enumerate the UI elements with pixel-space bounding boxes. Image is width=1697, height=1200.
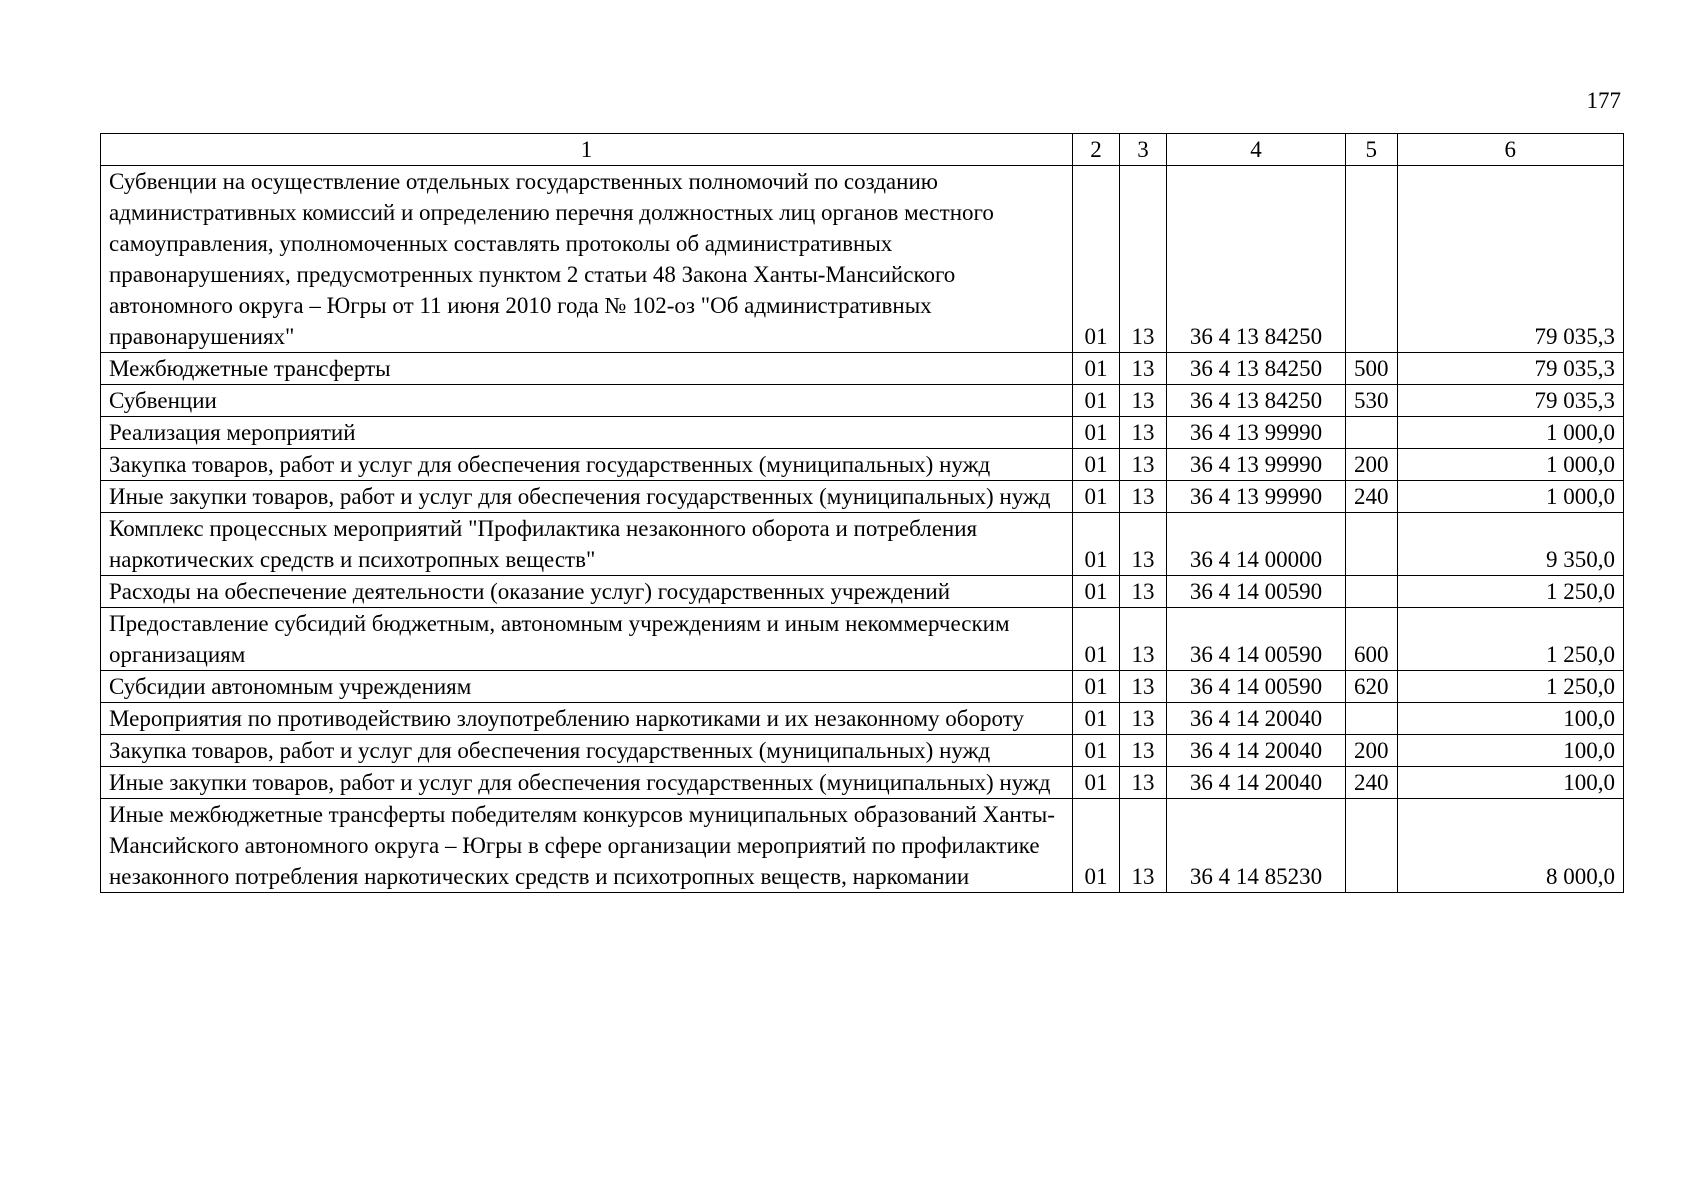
row-name: Закупка товаров, работ и услуг для обеспечения государственных (муниципальных) нужд — [101, 735, 1073, 767]
row-amount: 79 035,3 — [1397, 353, 1624, 385]
row-code: 36 4 13 99990 — [1167, 449, 1346, 481]
row-code: 36 4 13 84250 — [1167, 385, 1346, 417]
row-name: Реализация мероприятий — [101, 417, 1073, 449]
row-name: Иные межбюджетные трансферты победителям конкурсов муниципальных образований Ханты-Мансийского автономного округа – Югры в сфере организации мероприятий по профилактике незаконного потребления наркотических средств и психотропных веществ, наркомании — [101, 799, 1073, 893]
row-amount: 100,0 — [1397, 703, 1624, 735]
row-section: 01 — [1073, 735, 1120, 767]
row-amount: 8 000,0 — [1397, 799, 1624, 893]
row-amount: 79 035,3 — [1397, 385, 1624, 417]
table-row — [101, 767, 1624, 799]
row-name: Закупка товаров, работ и услуг для обеспечения государственных (муниципальных) нужд — [101, 449, 1073, 481]
row-type — [1346, 513, 1398, 576]
row-section: 01 — [1073, 449, 1120, 481]
table-row — [101, 608, 1624, 671]
row-amount: 79 035,3 — [1397, 166, 1624, 353]
table-row — [101, 481, 1624, 513]
table-header-row — [101, 134, 1624, 166]
header-col-4: 4 — [1167, 134, 1346, 166]
row-amount: 1 000,0 — [1397, 449, 1624, 481]
table-row — [101, 449, 1624, 481]
row-subsection: 13 — [1120, 703, 1167, 735]
header-col-6: 6 — [1397, 134, 1624, 166]
row-code: 36 4 14 85230 — [1167, 799, 1346, 893]
row-code: 36 4 14 20040 — [1167, 735, 1346, 767]
row-name: Субвенции — [101, 385, 1073, 417]
row-section: 01 — [1073, 513, 1120, 576]
row-name: Комплекс процессных мероприятий "Профилактика незаконного оборота и потребления наркотических средств и психотропных веществ" — [101, 513, 1073, 576]
row-subsection: 13 — [1120, 481, 1167, 513]
row-amount: 100,0 — [1397, 767, 1624, 799]
row-type: 620 — [1346, 671, 1398, 703]
table-row — [101, 799, 1624, 893]
row-amount: 1 250,0 — [1397, 576, 1624, 608]
row-type: 200 — [1346, 449, 1398, 481]
row-subsection: 13 — [1120, 608, 1167, 671]
row-code: 36 4 14 20040 — [1167, 767, 1346, 799]
table-row — [101, 703, 1624, 735]
row-subsection: 13 — [1120, 576, 1167, 608]
table-row — [101, 513, 1624, 576]
row-section: 01 — [1073, 703, 1120, 735]
row-section: 01 — [1073, 166, 1120, 353]
row-name: Субвенции на осуществление отдельных государственных полномочий по созданию административных комиссий и определению перечня должностных лиц органов местного самоуправления, уполномоченных составлять протоколы об административных правонарушениях, предусмотренных пунктом 2 статьи 48 Закона Ханты-Мансийского автономного округа – Югры от 11 июня 2010 года № 102-оз "Об административных правонарушениях" — [101, 166, 1073, 353]
row-type — [1346, 417, 1398, 449]
row-section: 01 — [1073, 481, 1120, 513]
row-section: 01 — [1073, 608, 1120, 671]
row-section: 01 — [1073, 671, 1120, 703]
page-number: 177 — [1586, 88, 1621, 113]
row-subsection: 13 — [1120, 513, 1167, 576]
row-name: Субсидии автономным учреждениям — [101, 671, 1073, 703]
table-row — [101, 417, 1624, 449]
row-amount: 1 250,0 — [1397, 671, 1624, 703]
row-code: 36 4 14 20040 — [1167, 703, 1346, 735]
row-code: 36 4 14 00590 — [1167, 608, 1346, 671]
header-col-3: 3 — [1120, 134, 1167, 166]
row-code: 36 4 14 00000 — [1167, 513, 1346, 576]
row-type: 240 — [1346, 481, 1398, 513]
row-section: 01 — [1073, 385, 1120, 417]
row-name: Предоставление субсидий бюджетным, автономным учреждениям и иным некоммерческим организациям — [101, 608, 1073, 671]
row-amount: 9 350,0 — [1397, 513, 1624, 576]
header-col-2: 2 — [1073, 134, 1120, 166]
row-name: Межбюджетные трансферты — [101, 353, 1073, 385]
row-type: 600 — [1346, 608, 1398, 671]
row-section: 01 — [1073, 353, 1120, 385]
row-subsection: 13 — [1120, 735, 1167, 767]
row-type — [1346, 703, 1398, 735]
row-section: 01 — [1073, 799, 1120, 893]
budget-table — [100, 133, 1624, 893]
table-row — [101, 735, 1624, 767]
row-name: Иные закупки товаров, работ и услуг для обеспечения государственных (муниципальных) нужд — [101, 767, 1073, 799]
row-type — [1346, 166, 1398, 353]
header-col-5: 5 — [1346, 134, 1398, 166]
row-code: 36 4 13 99990 — [1167, 481, 1346, 513]
row-type — [1346, 576, 1398, 608]
table-row — [101, 353, 1624, 385]
table-row — [101, 385, 1624, 417]
row-subsection: 13 — [1120, 767, 1167, 799]
row-amount: 1 000,0 — [1397, 481, 1624, 513]
row-type: 240 — [1346, 767, 1398, 799]
header-col-1: 1 — [101, 134, 1073, 166]
row-type — [1346, 799, 1398, 893]
row-name: Иные закупки товаров, работ и услуг для обеспечения государственных (муниципальных) нужд — [101, 481, 1073, 513]
row-amount: 100,0 — [1397, 735, 1624, 767]
row-code: 36 4 13 84250 — [1167, 166, 1346, 353]
row-subsection: 13 — [1120, 166, 1167, 353]
row-subsection: 13 — [1120, 671, 1167, 703]
row-section: 01 — [1073, 767, 1120, 799]
row-subsection: 13 — [1120, 353, 1167, 385]
row-type: 530 — [1346, 385, 1398, 417]
row-type: 200 — [1346, 735, 1398, 767]
row-subsection: 13 — [1120, 449, 1167, 481]
row-subsection: 13 — [1120, 417, 1167, 449]
row-code: 36 4 14 00590 — [1167, 576, 1346, 608]
row-subsection: 13 — [1120, 385, 1167, 417]
row-name: Расходы на обеспечение деятельности (оказание услуг) государственных учреждений — [101, 576, 1073, 608]
row-code: 36 4 13 99990 — [1167, 417, 1346, 449]
row-code: 36 4 13 84250 — [1167, 353, 1346, 385]
table-row — [101, 576, 1624, 608]
row-subsection: 13 — [1120, 799, 1167, 893]
row-section: 01 — [1073, 417, 1120, 449]
table-row — [101, 671, 1624, 703]
row-type: 500 — [1346, 353, 1398, 385]
row-code: 36 4 14 00590 — [1167, 671, 1346, 703]
table-row — [101, 166, 1624, 353]
row-amount: 1 000,0 — [1397, 417, 1624, 449]
row-amount: 1 250,0 — [1397, 608, 1624, 671]
row-name: Мероприятия по противодействию злоупотреблению наркотиками и их незаконному обороту — [101, 703, 1073, 735]
row-section: 01 — [1073, 576, 1120, 608]
